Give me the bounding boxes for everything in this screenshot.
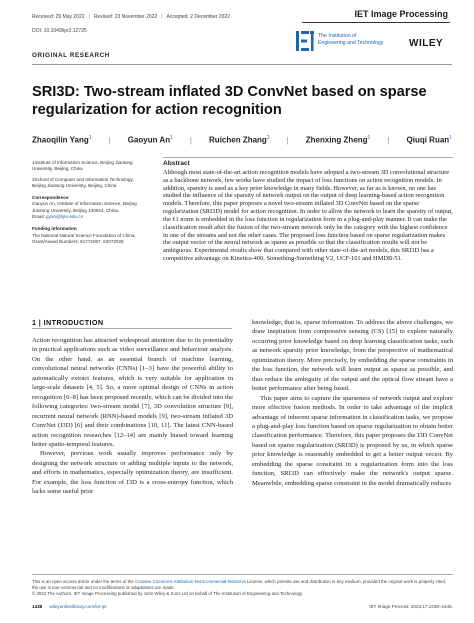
author-separator: |: [108, 135, 111, 145]
journal-url[interactable]: wileyonlinelibrary.com/iet-ipr: [49, 604, 107, 609]
abstract-text: Although most state-of-the-art action recognition models have adopted a two-stream 3D convolutional structure as a backbone network, few works have studied the impact of loss functions on action recognition models. In addition, sparsity is used as a key prior knowledge in many fields. However, as far as is known, no one has studied the influence of the sparsity of network output on the output of deep learning-based action recognition models. Therefore, this paper proposes a novel two-stream inflated 3D ConvNet based on the sparse regularization (SRI3D) model for action recognition. In order to allow the network to learn the sparsity of output, the ℓ1 norm is embedded in the loss function in regularization form in a plug-and-play manner. It can make the classification result after the fusion of the two-stream network only be the category with the highest confidence in one of the streams and not the other cases. The proposed loss function based on sparse regularization makes the output vector of the neural network as sparse as possible so that the classification results will not be ambiguous. Experimental results show that compared with other state-of-the-art models, this SRI3D has a competitive advantage on Kinetics-400, Something-Something V2, UCF-101 and HMDB-51.: [163, 168, 453, 263]
page-number: 1438: [32, 604, 43, 609]
article-dates: [32, 14, 262, 20]
funding-text: The National Natural Science Foundation of China, Grant/Award Numbers: 61772067, 62072028: [32, 232, 136, 244]
journal-name: IET Image Processing: [354, 9, 448, 19]
received-date: Received: 29 May 2022: [32, 14, 85, 20]
author-name[interactable]: Zhenxing Zheng$^1$: [305, 135, 371, 145]
footnote-rule: [32, 574, 453, 575]
body-paragraph: However, previous work usually improves performance only by designing the network structure or adding multiple inputs to the network, and efforts in mathematics, especially optimization theory, are insufficient. For example, the loss function of I3D is a cross-entropy function, which lacks some useful prior: [32, 450, 233, 496]
accepted-date: Accepted: 2 December 2022: [166, 14, 230, 20]
introduction-heading: 1 | INTRODUCTION: [32, 318, 104, 327]
affiliations-column: [32, 160, 142, 249]
author-separator: |: [189, 135, 192, 145]
author-separator: |: [387, 135, 390, 145]
license-link[interactable]: Creative Commons Attribution-NonCommercial-NoDerivs: [135, 579, 246, 584]
section-rule: [32, 64, 452, 65]
introduction-rule: [32, 328, 232, 329]
institution-logo-text: [318, 33, 383, 46]
author-name[interactable]: Zhaoqilin Yang$^1$: [32, 135, 92, 145]
author-separator: |: [286, 135, 289, 145]
abstract-rule: [163, 157, 453, 158]
paper-title: SRI3D: Two-stream inflated 3D ConvNet based on sparse regularization for action recognition: [32, 84, 427, 118]
body-paragraph: This paper aims to capture the sparseness of network output and explore more effective fusion methods. In order to take advantage of the implicit advantage of inherent sparse information in classification tasks, we propose a plug-and-play loss function based on sparse regularization to obtain better classification performance. Therefore, this paper proposes the I3D ConvNet based on sparse regularization (SRI3D) is proposed by us, in which sparse prior knowledge is reasonably embedded to get a better output vector. By embedding the sparse constraint in a regularization form into the loss function, SRI3D can effectively make the network's output sparse. Meanwhile, embedding sparse constraint in the model dramatically reduces: [252, 394, 453, 487]
page-footer: [32, 604, 453, 609]
date-separator: |: [161, 14, 163, 20]
author-name[interactable]: Qiuqi Ruan$^1$: [406, 135, 452, 145]
body-column-right: [252, 318, 453, 488]
body-column-left: [32, 336, 233, 497]
date-separator: |: [88, 14, 90, 20]
affiliation-1: 1Institute of Information Science, Beijing Jiaotong University, Beijing, China: [32, 160, 133, 172]
iet-logo-icon: [296, 30, 314, 52]
license-footnote: [32, 579, 453, 596]
journal-rule: [302, 22, 450, 23]
citation-text: IET Image Process. 2023;17:1438–1446.: [369, 604, 453, 609]
body-paragraph: knowledge, that is, sparse information. To address the above challenges, we draw inspiration from compressive sensing (CS) [15] to explore naturally occurring prior knowledge based on deep learning classification tasks, such as network sparsity prior knowledge, from the perspective of mathematical optimization theory. More precisely, by embedding the sparse constraints in the loss function, the network will learn output as sparse as possible, and thus reduce the ambiguity of the output and the optical flow stream have a better performance after being fused.: [252, 319, 453, 393]
institution-line-2: Engineering and Technology: [318, 39, 384, 46]
license-text: This is an open access article under the terms of the Creative Commons Attribution-NonCommercial-NoDerivs License, which permits use and distribution in any medium, provided the original work is properly cited, the use is non-commercial and no modifications or adaptations are made.: [32, 579, 447, 590]
author-list: [32, 135, 452, 145]
correspondence-text: Gaoyun An, Institute of Information Science, Beijing Jiaotong University, Beijing 100044, China. Email: gyan@bjtu.edu.cn: [32, 201, 137, 220]
author-name[interactable]: Ruichen Zhang$^2$: [209, 135, 270, 145]
copyright-text: © 2022 The Authors. IET Image Processing published by John Wiley & Sons Ltd on behalf of The Institution of Engineering and Technology.: [32, 590, 304, 596]
abstract: [163, 160, 453, 263]
abstract-heading: Abstract: [163, 160, 190, 167]
doi-text[interactable]: DOI: 10.1049/ipr2.12725: [32, 28, 87, 34]
affiliation-2: 2School of Computer and Information Technology, Beijing Jiaotong University, Beijing, China: [32, 176, 134, 188]
email-link[interactable]: gyan@bjtu.edu.cn: [46, 214, 84, 220]
author-name[interactable]: Gaoyun An$^1$: [127, 135, 173, 145]
funding-heading: Funding information: [32, 226, 77, 232]
institution-line-1: The Institution of: [318, 33, 357, 39]
body-paragraph: Action recognition has attracted widespread attention due to its potentiality in practical applications such as video surveillance and behaviour analysis. On the other hand, as an essential branch of machine learning, convolutional neural networks (CNNs) [1–3] have the powerful ability to automatically extract features, which is very suitable for application in large-scale datasets [4, 5]. So, a more optimal design of CNNs in action recognition [6–8] has been proposed recently, which can be divided into the following categories: two-stream model [7], 3D convolution structure [9], recurrent neural network (RNN)-based models [9], two-stream inflated 3D ConvNet (I3D) [6] and their combinations [10, 11]. The latest CNN-based action recognition researches [12–14] are mainly biased toward learning better spatio-temporal features.: [32, 337, 233, 448]
correspondence-heading: Correspondence: [32, 195, 69, 201]
section-label: ORIGINAL RESEARCH: [32, 52, 110, 59]
revised-date: Revised: 23 November 2022: [93, 14, 158, 20]
wiley-logo: WILEY: [409, 38, 444, 49]
